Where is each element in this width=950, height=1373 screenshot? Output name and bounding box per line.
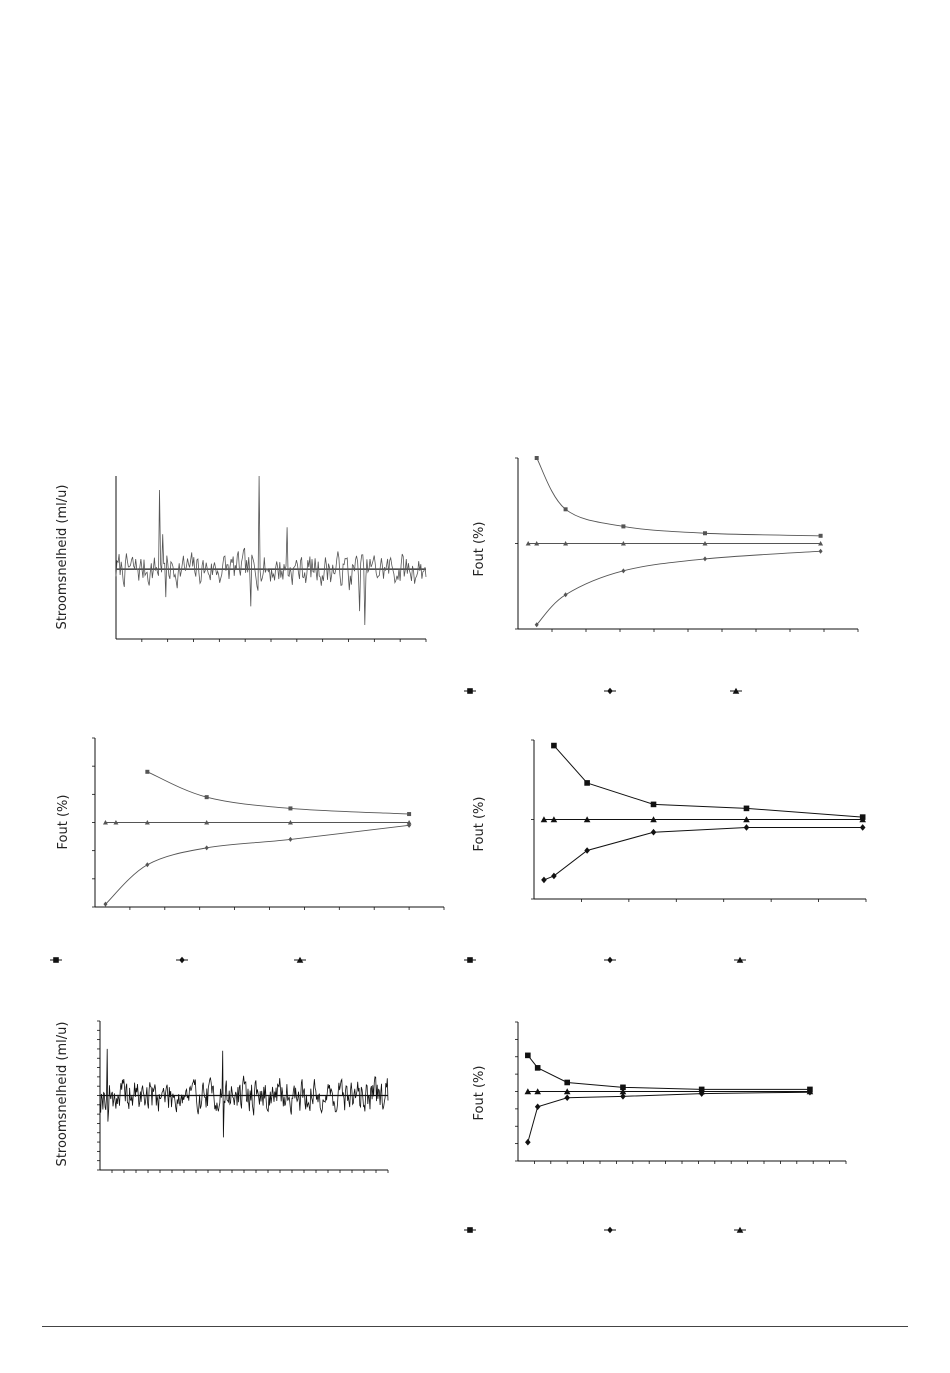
data-point-square-1 [535, 1065, 541, 1071]
chart-c2 [464, 456, 858, 694]
data-point-diamond-2 [564, 1094, 570, 1101]
y-axis-label: Stroomsnelheid (ml/u) [55, 484, 70, 630]
data-point-square-2 [564, 1080, 570, 1086]
chart-c1 [55, 476, 426, 642]
y-axis-label: Fout (%) [472, 521, 487, 577]
data-point-diamond-1 [145, 862, 149, 867]
legend [464, 957, 746, 964]
data-point-square-2 [651, 802, 657, 808]
series-line-square [554, 746, 863, 818]
data-point-diamond-1 [535, 1103, 541, 1110]
y-axis-label: Fout (%) [472, 796, 487, 852]
y-axis-label: Fout (%) [56, 794, 71, 850]
data-point-square-1 [584, 780, 590, 786]
data-point-square-3 [703, 531, 707, 535]
chart-c4 [464, 740, 866, 963]
data-point-diamond-2 [584, 847, 590, 854]
data-point-diamond-2 [205, 845, 209, 850]
data-point-square-4 [819, 534, 823, 538]
data-point-diamond-3 [288, 837, 292, 842]
data-point-diamond-1 [564, 592, 568, 597]
series-line-0 [116, 476, 426, 625]
y-axis-label: Fout (%) [472, 1065, 487, 1121]
data-point-square-2 [288, 806, 292, 810]
legend-marker-square [53, 957, 59, 963]
data-point-diamond-2 [621, 568, 625, 573]
data-point-square-0 [145, 770, 149, 774]
legend-marker-diamond [607, 688, 613, 695]
series-line-diamond [528, 1092, 810, 1142]
data-point-square-0 [551, 743, 557, 749]
data-point-diamond-4 [819, 549, 823, 554]
series-line-0 [100, 1049, 388, 1138]
data-point-square-3 [744, 806, 750, 812]
data-point-diamond-3 [651, 829, 657, 836]
chart-c3 [50, 738, 444, 963]
series-line-diamond [537, 551, 821, 625]
data-point-square-1 [564, 507, 568, 511]
data-point-diamond-3 [703, 556, 707, 561]
legend [464, 1227, 746, 1234]
series-line-diamond [105, 825, 409, 904]
legend-marker-square [467, 688, 473, 694]
legend-marker-diamond [179, 957, 185, 964]
footer-rule [42, 1326, 908, 1327]
legend [50, 957, 306, 964]
series-line-square [147, 772, 409, 814]
legend-marker-square [467, 1227, 473, 1233]
data-point-diamond-1 [551, 873, 557, 880]
series-line-square [528, 1055, 810, 1089]
chart-c5 [55, 1021, 388, 1173]
data-point-diamond-5 [860, 824, 866, 831]
chart-c6 [464, 1022, 846, 1233]
legend-marker-diamond [607, 957, 613, 964]
series-line-square [537, 458, 821, 536]
legend-marker-square [467, 957, 473, 963]
legend [464, 688, 742, 695]
data-point-square-1 [205, 795, 209, 799]
data-point-square-3 [407, 812, 411, 816]
y-axis-label: Stroomsnelheid (ml/u) [55, 1021, 70, 1167]
data-point-diamond-4 [744, 824, 750, 831]
data-point-diamond-0 [541, 877, 547, 884]
legend-marker-diamond [607, 1227, 613, 1234]
data-point-square-0 [525, 1053, 531, 1059]
data-point-diamond-0 [525, 1139, 531, 1146]
series-line-diamond [544, 827, 863, 879]
data-point-square-2 [621, 524, 625, 528]
data-point-square-0 [535, 456, 539, 460]
